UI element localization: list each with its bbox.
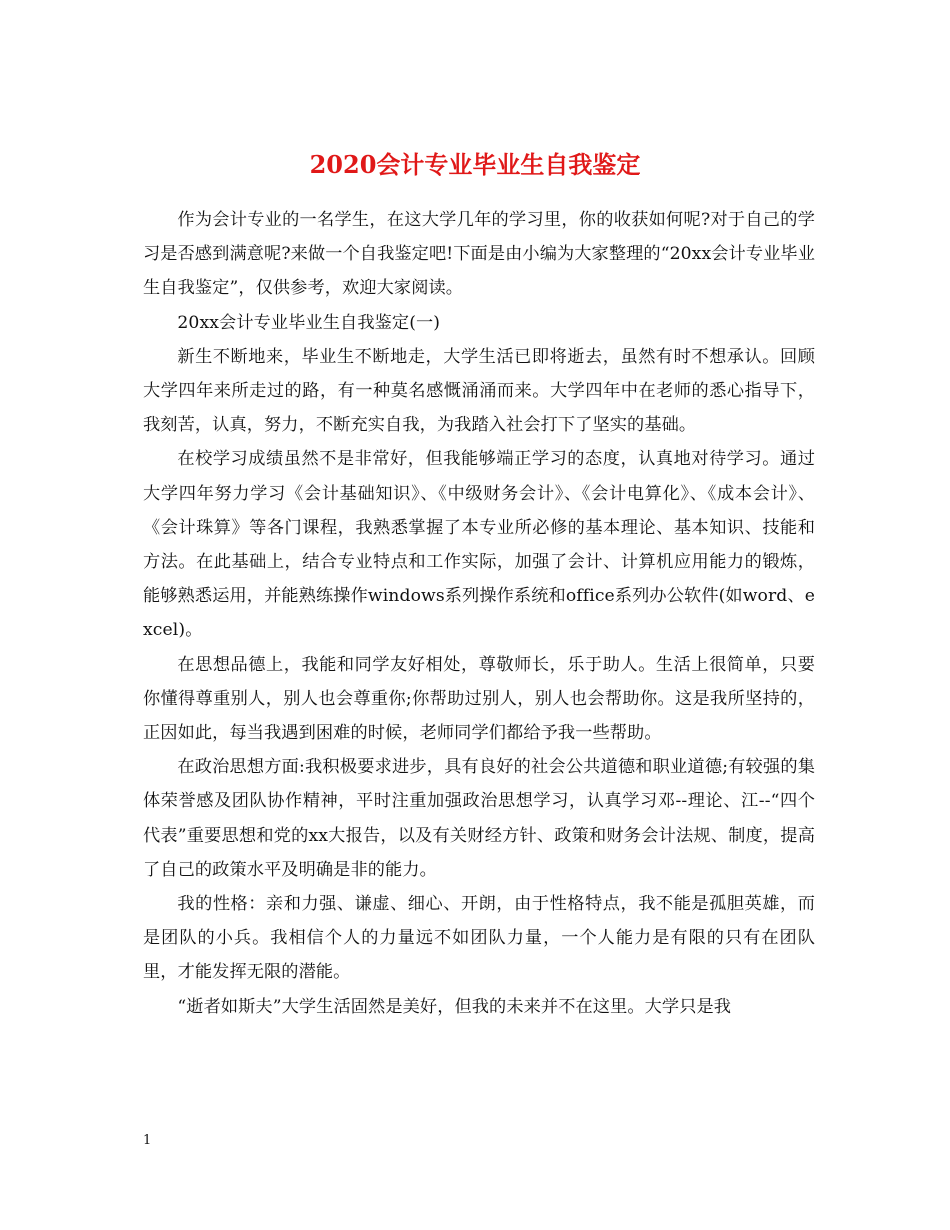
page-number: 1 [143, 1133, 152, 1148]
document-title: 2020会计专业毕业生自我鉴定 [309, 150, 641, 180]
body-paragraph: 我的性格：亲和力强、谦虚、细心、开朗，由于性格特点，我不能是孤胆英雄，而是团队的小兵。我相信个人的力量远不如团队力量，一个人能力是有限的只有在团队里，才能发挥无限的潜能。 [143, 894, 815, 983]
body-paragraph: 新生不断地来，毕业生不断地走，大学生活已即将逝去，虽然有时不想承认。回顾大学四年来所走过的路，有一种莫名感慨涌涌而来。大学四年中在老师的悉心指导下，我刻苦，认真，努力，不断充实自我，为我踏入社会打下了坚实的基础。 [143, 346, 815, 436]
document-body [143, 203, 815, 1024]
body-paragraph: 在校学习成绩虽然不是非常好，但我能够端正学习的态度，认真地对待学习。通过大学四年努力学习《会计基础知识》、《中级财务会计》、《会计电算化》、《成本会计》、《会计珠算》等各门课程，我熟悉掌握了本专业所必修的基本理论、基本知识、技能和方法。在此基础上，结合专业特点和工作实际，加强了会计、计算机应用能力的锻炼，能够熟悉运用，并能熟练操作windows系列操作系统和office系列办公软件(如word、excel)。 [143, 449, 815, 641]
section-heading: 20xx会计专业毕业生自我鉴定(一) [177, 312, 441, 333]
intro-paragraph: 作为会计专业的一名学生，在这大学几年的学习里，你的收获如何呢?对于自己的学习是否感到满意呢?来做一个自我鉴定吧!下面是由小编为大家整理的“20xx会计专业毕业生自我鉴定”，仅供参考，欢迎大家阅读。 [143, 210, 815, 299]
body-paragraph: 在思想品德上，我能和同学友好相处，尊敬师长，乐于助人。生活上很简单，只要你懂得尊重别人，别人也会尊重你;你帮助过别人，别人也会帮助你。这是我所坚持的，正因如此，每当我遇到困难的时候，老师同学们都给予我一些帮助。 [143, 654, 815, 744]
body-paragraph: 在政治思想方面:我积极要求进步，具有良好的社会公共道德和职业道德;有较强的集体荣誉感及团队协作精神，平时注重加强政治思想学习，认真学习邓--理论、江--“四个代表”重要思想和党的xx大报告，以及有关财经方针、政策和财务会计法规、制度，提高了自己的政策水平及明确是非的能力。 [143, 757, 815, 880]
body-paragraph: “逝者如斯夫”大学生活固然是美好，但我的未来并不在这里。大学只是我 [177, 996, 732, 1017]
